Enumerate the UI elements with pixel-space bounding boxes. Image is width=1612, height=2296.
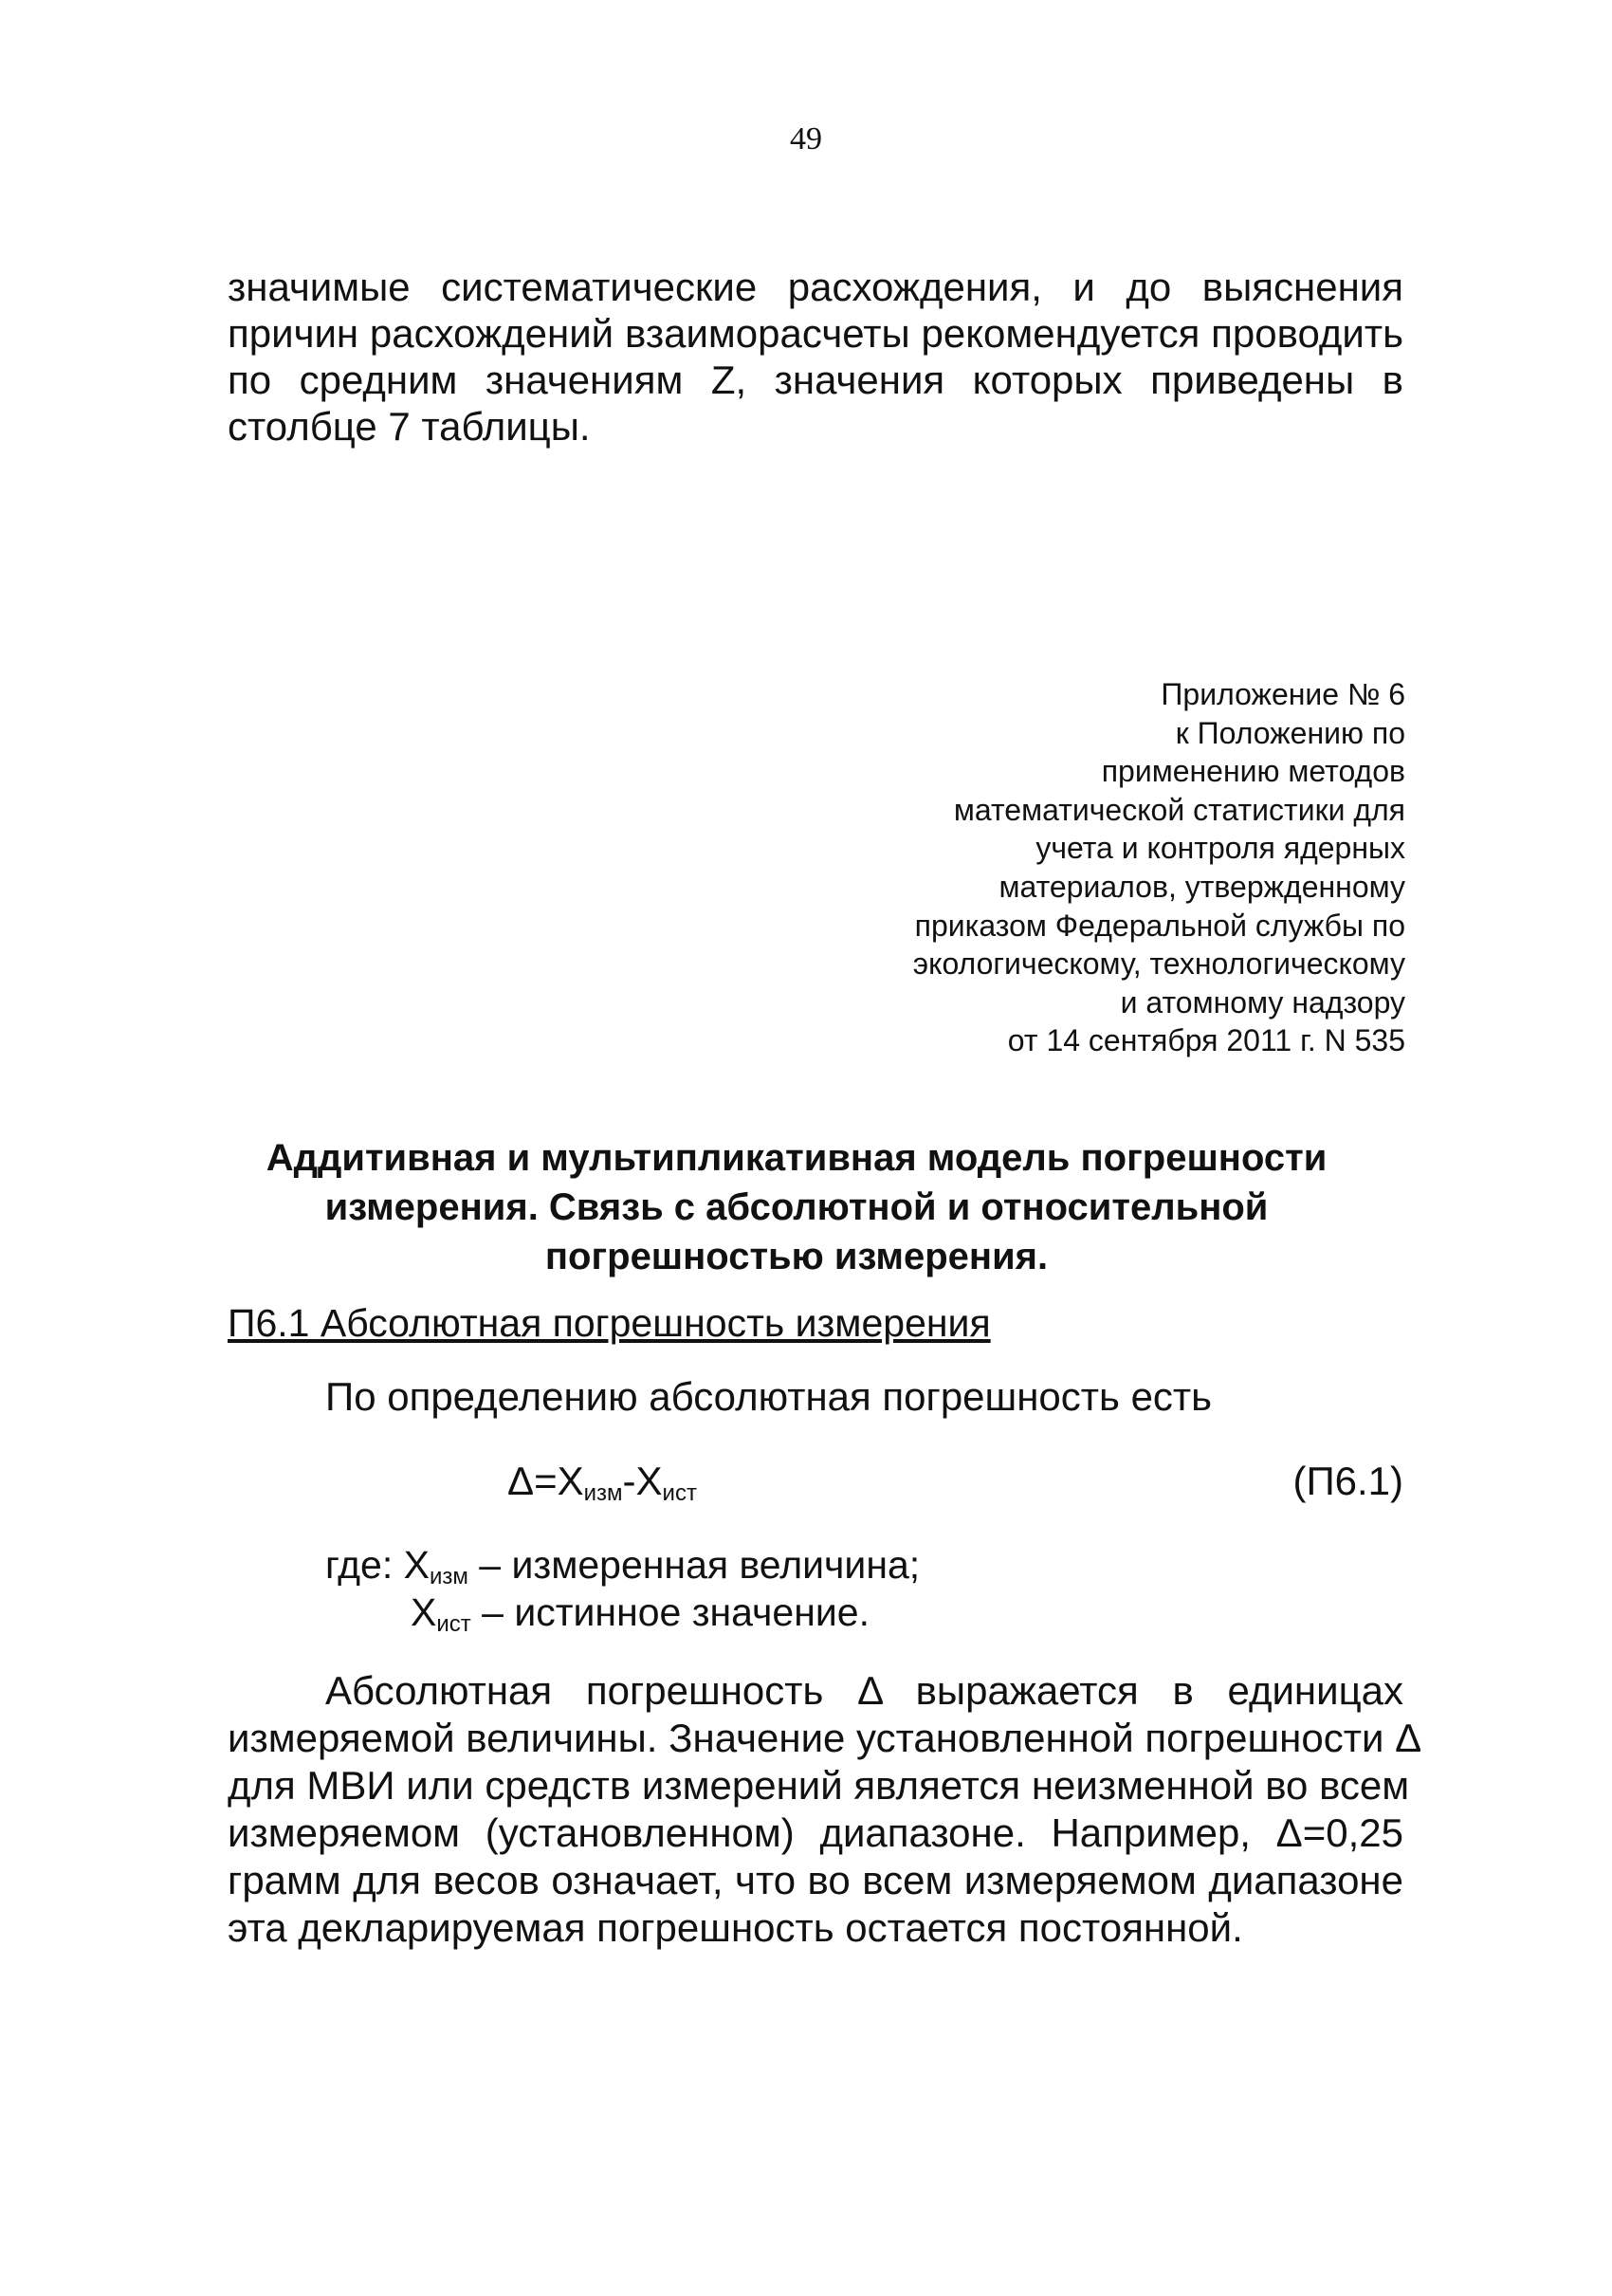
intro-paragraph bbox=[228, 264, 1403, 450]
body-paragraph bbox=[228, 1667, 1422, 1952]
appendix-line: учета и контроля ядерных bbox=[1035, 831, 1405, 866]
paragraph-line: столбце 7 таблицы. bbox=[228, 404, 591, 449]
x-symbol: X bbox=[557, 1459, 584, 1503]
heading-line: погрешностью измерения. bbox=[544, 1236, 1049, 1277]
subscript-measured: изм bbox=[429, 1564, 468, 1589]
appendix-line: применению методов bbox=[1101, 754, 1405, 789]
appendix-line: Приложение № 6 bbox=[1161, 677, 1405, 711]
heading-line: измерения. Связь с абсолютной и относительной bbox=[324, 1186, 1269, 1228]
paragraph-line: грамм для весов означает, что во всем измеряемом диапазоне bbox=[228, 1858, 1403, 1902]
formula-number: (П6.1) bbox=[1292, 1459, 1403, 1503]
x-symbol: X bbox=[403, 1543, 430, 1587]
appendix-line: материалов, утвержденному bbox=[998, 869, 1405, 904]
where-prefix: где: bbox=[325, 1543, 404, 1587]
appendix-line: от 14 сентября 2011 г. N 535 bbox=[1007, 1023, 1405, 1058]
appendix-line: математической статистики для bbox=[953, 792, 1405, 827]
paragraph-line: измеряемой величины. Значение установленной погрешности Δ bbox=[228, 1716, 1422, 1760]
page-number: 49 bbox=[790, 121, 822, 156]
paragraph-line: по средним значениям Z, значения которых приведены в bbox=[228, 358, 1403, 402]
subscript-measured: изм bbox=[583, 1480, 623, 1506]
definition-text: По определению абсолютная погрешность есть bbox=[325, 1374, 1213, 1419]
appendix-line: экологическому, технологическому bbox=[912, 946, 1405, 982]
where-measured-line bbox=[325, 1541, 920, 1589]
subscript-true: ист bbox=[436, 1611, 471, 1637]
section-heading bbox=[228, 1133, 1365, 1281]
paragraph-line: измеряемом (установленном) диапазоне. Например, Δ=0,25 bbox=[228, 1810, 1403, 1855]
x-symbol: X bbox=[635, 1459, 663, 1503]
heading-line: Аддитивная и мультипликативная модель погрешности bbox=[266, 1137, 1328, 1179]
paragraph-line: для МВИ или средств измерений является неизменной во всем bbox=[228, 1763, 1410, 1808]
formula bbox=[507, 1458, 697, 1505]
paragraph-line: эта декларируемая погрешность остается постоянной. bbox=[228, 1905, 1243, 1950]
subscript-true: ист bbox=[662, 1480, 697, 1506]
where-true-line bbox=[411, 1589, 870, 1636]
subsection-title: П6.1 Абсолютная погрешность измерения bbox=[228, 1301, 991, 1345]
appendix-line: и атомному надзору bbox=[1120, 984, 1405, 1019]
paragraph-line: причин расхождений взаиморасчеты рекомендуется проводить bbox=[228, 311, 1403, 356]
appendix-line: к Положению по bbox=[1175, 715, 1405, 750]
paragraph-line: Абсолютная погрешность Δ выражается в единицах bbox=[325, 1668, 1403, 1713]
true-description: – истинное значение. bbox=[470, 1590, 870, 1634]
equals-sign: = bbox=[534, 1459, 558, 1503]
appendix-line: приказом Федеральной службы по bbox=[914, 908, 1405, 943]
measured-description: – измеренная величина; bbox=[467, 1543, 921, 1587]
appendix-note bbox=[740, 675, 1405, 1060]
delta-symbol: Δ bbox=[507, 1459, 535, 1503]
minus-sign: - bbox=[622, 1459, 636, 1503]
x-symbol: X bbox=[411, 1590, 437, 1634]
paragraph-line: значимые систематические расхождения, и до выяснения bbox=[228, 265, 1403, 309]
